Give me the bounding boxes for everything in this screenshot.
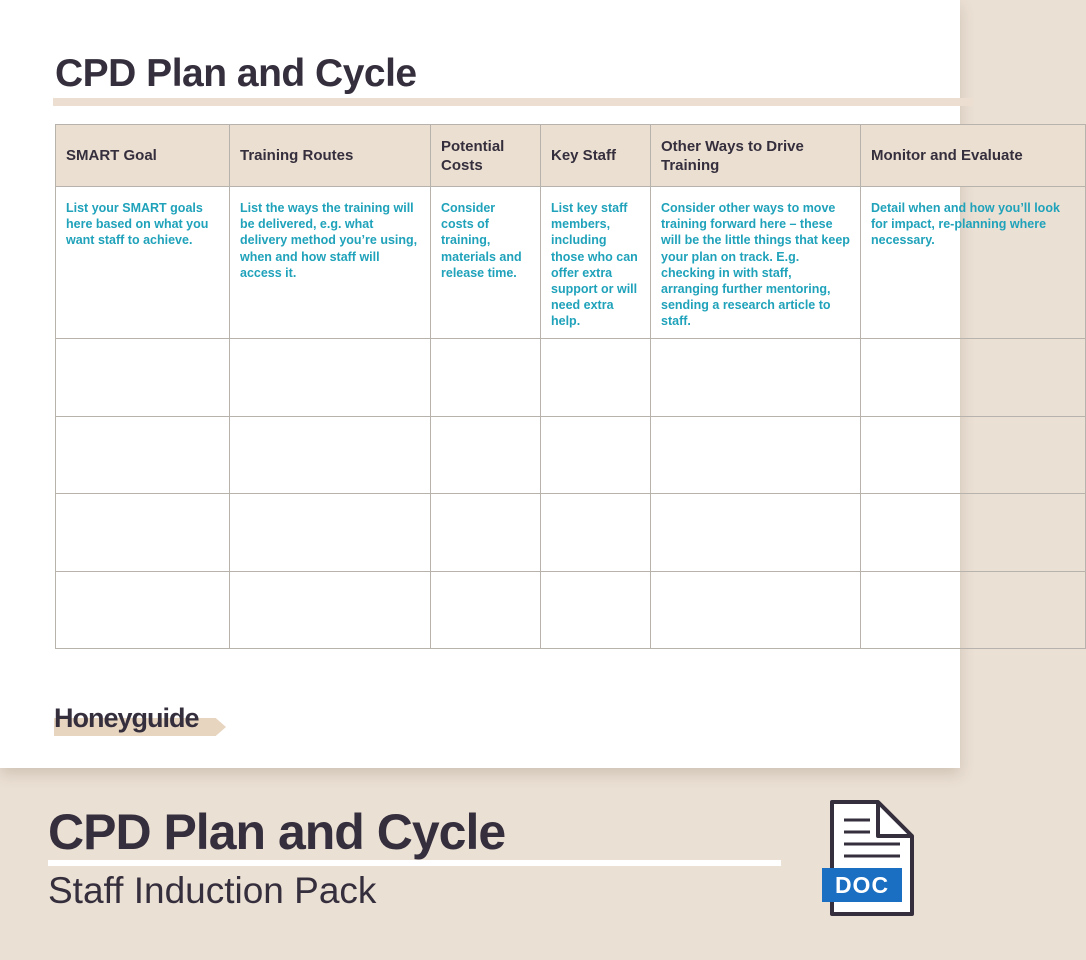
banner-subtitle: Staff Induction Pack bbox=[48, 870, 377, 911]
table-cell bbox=[431, 494, 541, 572]
table-cell bbox=[651, 571, 861, 649]
table-cell bbox=[431, 339, 541, 417]
table-cell bbox=[56, 571, 230, 649]
table-cell bbox=[651, 494, 861, 572]
table-cell bbox=[56, 494, 230, 572]
guidance-row bbox=[56, 187, 1086, 339]
table-row bbox=[56, 571, 1086, 649]
table-cell bbox=[861, 339, 1086, 417]
table-cell bbox=[230, 416, 431, 494]
header-potential-costs: Potential Costs bbox=[431, 125, 541, 187]
title-underline bbox=[53, 98, 973, 106]
honeyguide-logo bbox=[54, 703, 199, 739]
table-cell bbox=[861, 494, 1086, 572]
table-header-row bbox=[56, 125, 1086, 187]
table-cell bbox=[230, 571, 431, 649]
table-cell bbox=[541, 571, 651, 649]
header-monitor-evaluate: Monitor and Evaluate bbox=[861, 125, 1086, 187]
table-cell bbox=[861, 416, 1086, 494]
hint-monitor-evaluate: Detail when and how you’ll look for impact, re-planning where necessary. bbox=[861, 187, 1086, 339]
hint-training-routes: List the ways the training will be delivered, e.g. what delivery method you’re using, when and how staff will access it. bbox=[230, 187, 431, 339]
table-cell bbox=[651, 416, 861, 494]
table-cell bbox=[431, 571, 541, 649]
table-cell bbox=[230, 339, 431, 417]
header-other-ways: Other Ways to Drive Training bbox=[651, 125, 861, 187]
hint-smart-goal: List your SMART goals here based on what you want staff to achieve. bbox=[56, 187, 230, 339]
header-training-routes: Training Routes bbox=[230, 125, 431, 187]
table-row bbox=[56, 494, 1086, 572]
cpd-plan-table bbox=[55, 124, 1086, 649]
logo-text: Honeyguide bbox=[54, 703, 199, 733]
table-row bbox=[56, 416, 1086, 494]
table-cell bbox=[56, 339, 230, 417]
hint-potential-costs: Consider costs of training, materials and release time. bbox=[431, 187, 541, 339]
banner-title: CPD Plan and Cycle bbox=[48, 804, 506, 860]
table-cell bbox=[541, 339, 651, 417]
table-cell bbox=[541, 416, 651, 494]
table-cell bbox=[431, 416, 541, 494]
table-row bbox=[56, 339, 1086, 417]
table-cell bbox=[861, 571, 1086, 649]
header-key-staff: Key Staff bbox=[541, 125, 651, 187]
hint-key-staff: List key staff members, including those who can offer extra support or will need extra help. bbox=[541, 187, 651, 339]
table-cell bbox=[56, 416, 230, 494]
page-title: CPD Plan and Cycle bbox=[55, 52, 417, 95]
file-type-badge: DOC bbox=[822, 868, 902, 902]
banner-underline bbox=[48, 860, 781, 866]
table-cell bbox=[651, 339, 861, 417]
header-smart-goal: SMART Goal bbox=[56, 125, 230, 187]
table-cell bbox=[230, 494, 431, 572]
hint-other-ways: Consider other ways to move training forward here – these will be the little things that keep your plan on track. E.g. checking in with staff, arranging further mentoring, sending a research article to staff. bbox=[651, 187, 861, 339]
document-file-icon bbox=[820, 798, 916, 920]
table-cell bbox=[541, 494, 651, 572]
